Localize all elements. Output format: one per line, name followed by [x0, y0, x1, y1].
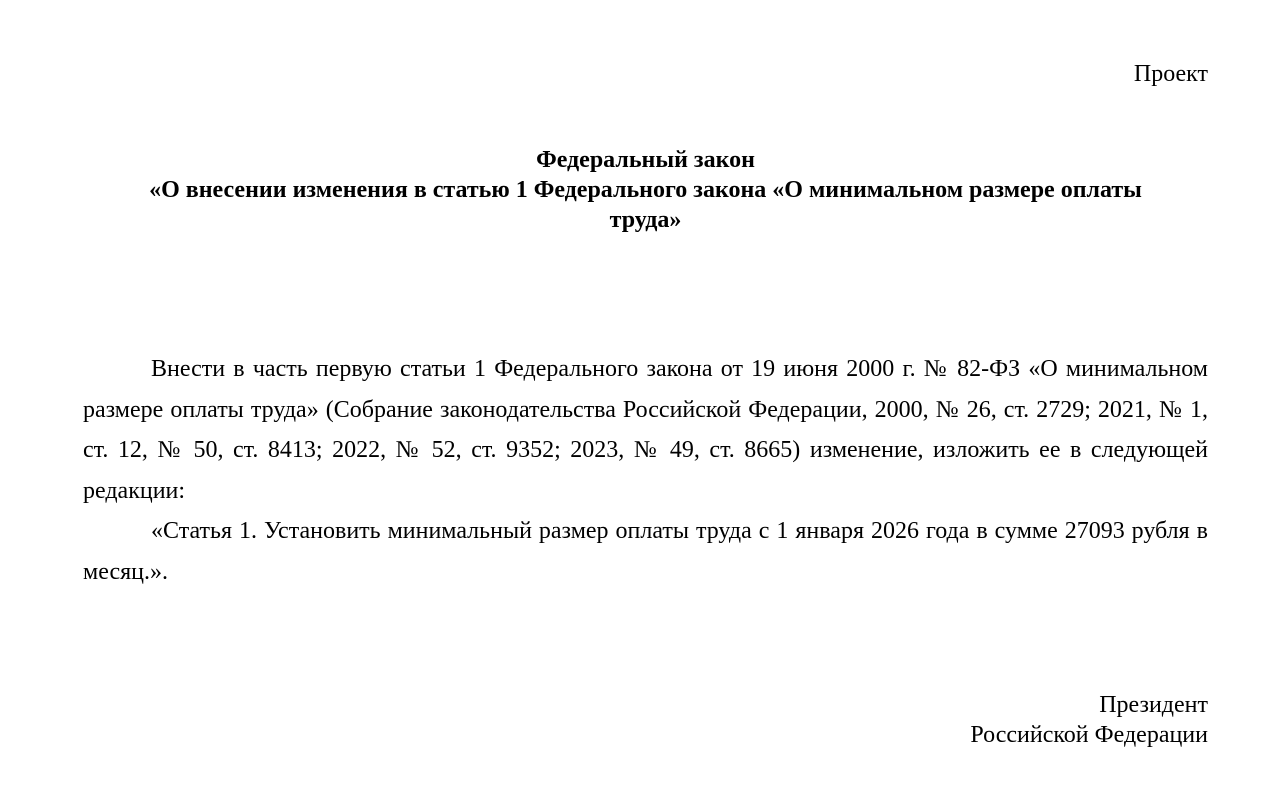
law-title-line-2: «О внесении изменения в статью 1 Федерального закона «О минимальном размере оплаты	[149, 177, 1142, 203]
paragraph-article-1: «Статья 1. Установить минимальный размер оплаты труда с 1 января 2026 года в сумме 27093 рубля в месяц.».	[83, 518, 1208, 585]
law-body	[83, 349, 1208, 592]
law-title	[83, 145, 1208, 235]
law-title-line-3: труда»	[609, 207, 682, 233]
law-title-line-1: Федеральный закон	[536, 147, 755, 173]
signature-block	[970, 690, 1208, 750]
signature-title: Президент	[1099, 692, 1208, 718]
paragraph-amendment: Внести в часть первую статьи 1 Федерального закона от 19 июня 2000 г. № 82-ФЗ «О минимальном размере оплаты труда» (Собрание законодательства Российской Федерации, 2000, № 26, ст. 2729; 2021, № 1, ст. 12, № 50, ст. 8413; 2022, № 52, ст. 9352; 2023, № 49, ст. 8665) изменение, изложить ее в следующей редакции:	[83, 356, 1208, 504]
draft-label: Проект	[1133, 61, 1208, 87]
signature-country: Российской Федерации	[970, 722, 1208, 748]
